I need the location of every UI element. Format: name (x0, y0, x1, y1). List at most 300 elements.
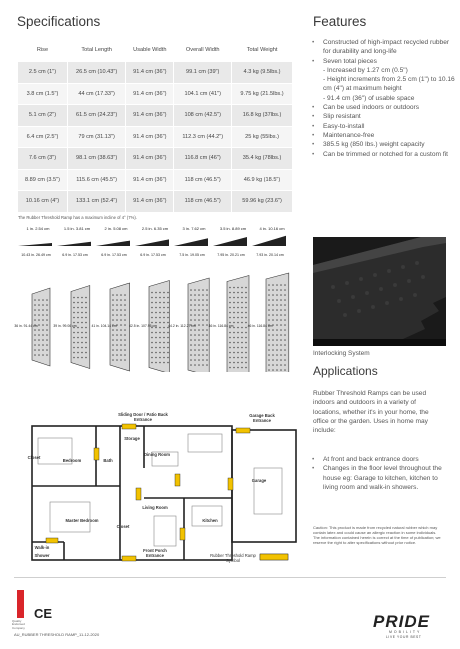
texture-dot (241, 362, 243, 364)
logo-subtitle: MOBILITY (389, 630, 422, 634)
label-living-room: Living Room (142, 505, 168, 510)
feature-item: • Seven total pieces (311, 57, 456, 66)
texture-dot (159, 327, 161, 329)
texture-dot (272, 294, 274, 296)
texture-dot (198, 314, 200, 316)
texture-dot (34, 339, 36, 341)
texture-dot (237, 357, 239, 359)
texture-dot (280, 354, 282, 356)
texture-dot (206, 359, 208, 361)
texture-dot (280, 304, 282, 306)
texture-dot (116, 314, 118, 316)
texture-dot (190, 359, 192, 361)
floor-plan (24, 408, 304, 568)
texture-dot (77, 357, 79, 359)
texture-dot (194, 319, 196, 321)
texture-dot (85, 297, 87, 299)
texture-dot (159, 317, 161, 319)
column-header: Usable Width (126, 39, 174, 62)
texture-dot (241, 312, 243, 314)
texture-dot (155, 307, 157, 309)
rise-label: 3 in. 7.62 cm (182, 226, 206, 231)
texture-dot (233, 307, 235, 309)
texture-dot (155, 362, 157, 364)
texture-dot (120, 294, 122, 296)
texture-dot (276, 339, 278, 341)
table-cell: 91.4 cm (36") (126, 83, 174, 105)
table-cell: 112.3 cm (44.2") (174, 126, 232, 148)
texture-dot (233, 357, 235, 359)
texture-dot (268, 334, 270, 336)
texture-dot (245, 317, 247, 319)
texture-dot (280, 334, 282, 336)
texture-dot (151, 292, 153, 294)
texture-dot (276, 329, 278, 331)
texture-dot (241, 292, 243, 294)
texture-dot (124, 314, 126, 316)
texture-dot (198, 329, 200, 331)
texture-dot (77, 322, 79, 324)
texture-dot (272, 359, 274, 361)
texture-dot (233, 352, 235, 354)
texture-dot (202, 294, 204, 296)
texture-dot (77, 297, 79, 299)
width-label: 36 in. 91.44 cm (14, 324, 38, 328)
rise-label: 1 in. 2.54 cm (26, 226, 50, 231)
texture-dot (241, 347, 243, 349)
texture-dot (190, 314, 192, 316)
texture-dot (116, 339, 118, 341)
document-reference: AU_RUBBER THRESHOLD RAMP_11-12-2020 (14, 632, 100, 637)
texture-dot (77, 307, 79, 309)
texture-dot (151, 302, 153, 304)
rise-label: 2 in. 5.08 cm (104, 226, 128, 231)
texture-dot (38, 304, 40, 306)
texture-dot (155, 297, 157, 299)
texture-dot (151, 297, 153, 299)
texture-dot (268, 289, 270, 291)
texture-dot (77, 347, 79, 349)
texture-dot (151, 352, 153, 354)
table-row (18, 148, 292, 170)
length-label: 10.43 in. 26.49 cm (21, 253, 51, 257)
texture-dot (272, 289, 274, 291)
texture-dot (206, 334, 208, 336)
texture-dot (159, 352, 161, 354)
texture-dot (276, 319, 278, 321)
texture-dot (38, 329, 40, 331)
texture-dot (85, 312, 87, 314)
texture-dot (229, 302, 231, 304)
texture-dot (284, 349, 286, 351)
texture-dot (202, 334, 204, 336)
texture-dot (46, 299, 48, 301)
texture-dot (233, 317, 235, 319)
texture-dot (198, 324, 200, 326)
table-cell: 91.4 cm (36") (126, 62, 174, 84)
texture-dot (73, 317, 75, 319)
texture-dot (276, 299, 278, 301)
table-cell: 116.8 cm (46") (174, 148, 232, 170)
texture-dot (112, 309, 114, 311)
length-label: 6.9 in. 17.53 cm (140, 253, 166, 257)
texture-dot (116, 349, 118, 351)
texture-dot (116, 344, 118, 346)
texture-dot (159, 362, 161, 364)
texture-dot (280, 289, 282, 291)
texture-dot (42, 339, 44, 341)
texture-dot (272, 369, 274, 371)
texture-dot (85, 347, 87, 349)
texture-dot (85, 337, 87, 339)
texture-dot (198, 354, 200, 356)
texture-dot (280, 294, 282, 296)
texture-dot (268, 319, 270, 321)
texture-dot (284, 334, 286, 336)
texture-dot (284, 344, 286, 346)
texture-dot (206, 304, 208, 306)
texture-dot (190, 289, 192, 291)
texture-dot (34, 344, 36, 346)
texture-dot (34, 314, 36, 316)
texture-dot (233, 322, 235, 324)
texture-dot (163, 327, 165, 329)
application-item: • Changes in the floor level throughout the house eg: Garage to kitchen, kitchen to living room and walk-in showers. (311, 464, 451, 492)
texture-dot (120, 354, 122, 356)
texture-dot (233, 337, 235, 339)
texture-dot (46, 339, 48, 341)
texture-dot (159, 342, 161, 344)
texture-dot (38, 324, 40, 326)
texture-dot (38, 354, 40, 356)
texture-dot (198, 309, 200, 311)
texture-dot (272, 329, 274, 331)
texture-dot (206, 324, 208, 326)
texture-dot (284, 309, 286, 311)
texture-dot (245, 292, 247, 294)
texture-dot (190, 304, 192, 306)
texture-dot (194, 349, 196, 351)
texture-dot (120, 309, 122, 311)
specifications-title: Specifications (17, 14, 101, 29)
pride-logo: PRIDE (373, 612, 430, 631)
texture-dot (233, 292, 235, 294)
width-label: 44.2 in. 112.27 cm (168, 324, 196, 328)
texture-dot (280, 339, 282, 341)
length-label: 7.93 in. 20.14 cm (256, 253, 284, 257)
texture-dot (46, 314, 48, 316)
texture-dot (112, 319, 114, 321)
texture-dot (268, 284, 270, 286)
table-cell: 8.89 cm (3.5") (18, 169, 67, 191)
texture-dot (46, 304, 48, 306)
texture-dot (151, 347, 153, 349)
texture-dot (280, 344, 282, 346)
texture-dot (163, 362, 165, 364)
application-item: • At front and back entrance doors (311, 455, 451, 464)
texture-dot (73, 342, 75, 344)
texture-dot (276, 309, 278, 311)
texture-dot (229, 357, 231, 359)
texture-dot (124, 294, 126, 296)
texture-dot (280, 299, 282, 301)
texture-dot (190, 339, 192, 341)
texture-dot (237, 307, 239, 309)
texture-dot (85, 302, 87, 304)
texture-dot (77, 302, 79, 304)
column-header: Rise (18, 39, 67, 62)
texture-dot (112, 349, 114, 351)
texture-dot (42, 304, 44, 306)
texture-dot (198, 319, 200, 321)
texture-dot (198, 334, 200, 336)
texture-dot (202, 359, 204, 361)
texture-dot (81, 312, 83, 314)
table-cell: 2.5 cm (1") (18, 62, 67, 84)
texture-dot (120, 349, 122, 351)
texture-dot (276, 284, 278, 286)
quality-badge-icon (17, 590, 24, 618)
column-header: Total Weight (232, 39, 292, 62)
texture-dot (77, 317, 79, 319)
texture-dot (163, 322, 165, 324)
texture-dot (112, 339, 114, 341)
applications-intro: Rubber Threshold Ramps can be used indoors and outdoors in a variety of locations, whether it's in your home, the office or the garden. Uses in home may include: (313, 390, 429, 435)
width-label: 46 in. 116.84 cm (247, 324, 273, 328)
specifications-table (18, 39, 292, 212)
texture-dot (233, 367, 235, 369)
table-row (18, 105, 292, 127)
applications-title: Applications (313, 364, 378, 378)
texture-dot (284, 289, 286, 291)
texture-dot (268, 309, 270, 311)
texture-dot (229, 317, 231, 319)
texture-dot (194, 304, 196, 306)
texture-dot (245, 327, 247, 329)
texture-dot (124, 349, 126, 351)
texture-dot (167, 362, 169, 364)
texture-dot (272, 364, 274, 366)
texture-dot (190, 364, 192, 366)
texture-dot (159, 332, 161, 334)
texture-dot (85, 317, 87, 319)
texture-dot (198, 294, 200, 296)
texture-dot (167, 297, 169, 299)
texture-dot (202, 289, 204, 291)
texture-dot (280, 369, 282, 371)
texture-dot (241, 322, 243, 324)
feature-item: • Can be used indoors or outdoors (311, 103, 456, 112)
texture-dot (198, 364, 200, 366)
features-list (311, 38, 456, 159)
texture-dot (116, 329, 118, 331)
table-cell: 79 cm (31.13") (67, 126, 125, 148)
table-cell: 7.6 cm (3") (18, 148, 67, 170)
table-header-row (18, 39, 292, 62)
texture-dot (280, 359, 282, 361)
table-cell: 104.1 cm (41") (174, 83, 232, 105)
texture-dot (42, 324, 44, 326)
texture-dot (112, 314, 114, 316)
texture-dot (46, 329, 48, 331)
footer-divider (14, 577, 446, 578)
ramp-piece (266, 273, 289, 372)
texture-dot (241, 367, 243, 369)
texture-dot (268, 314, 270, 316)
texture-dot (159, 312, 161, 314)
column-header: Total Length (67, 39, 125, 62)
texture-dot (237, 337, 239, 339)
feature-subitem: - 91.4 cm (36") of usable space (323, 94, 415, 102)
texture-dot (155, 332, 157, 334)
texture-dot (73, 307, 75, 309)
texture-dot (163, 292, 165, 294)
texture-dot (229, 362, 231, 364)
texture-dot (163, 332, 165, 334)
texture-dot (38, 319, 40, 321)
texture-dot (81, 297, 83, 299)
ramp-profile (96, 241, 130, 246)
texture-dot (81, 342, 83, 344)
texture-dot (284, 369, 286, 371)
texture-dot (81, 352, 83, 354)
texture-dot (198, 299, 200, 301)
texture-dot (276, 314, 278, 316)
texture-dot (151, 357, 153, 359)
table-row (18, 83, 292, 105)
texture-dot (272, 324, 274, 326)
texture-dot (229, 307, 231, 309)
label-front-porch: Front Porch Entrance (143, 548, 167, 558)
texture-dot (198, 289, 200, 291)
texture-dot (202, 349, 204, 351)
texture-dot (81, 322, 83, 324)
texture-dot (198, 344, 200, 346)
texture-dot (245, 312, 247, 314)
texture-dot (194, 299, 196, 301)
texture-dot (237, 292, 239, 294)
texture-dot (272, 314, 274, 316)
label-kitchen: Kitchen (202, 518, 218, 523)
texture-dot (151, 337, 153, 339)
texture-dot (42, 309, 44, 311)
ramp-photo-illustration (313, 237, 446, 346)
width-label: 46 in. 116.84 cm (208, 324, 234, 328)
texture-dot (155, 347, 157, 349)
texture-dot (112, 344, 114, 346)
texture-dot (34, 349, 36, 351)
texture-dot (241, 287, 243, 289)
texture-dot (268, 369, 270, 371)
texture-dot (233, 297, 235, 299)
texture-dot (245, 287, 247, 289)
width-label: 42.5 in. 107.95 cm (129, 324, 157, 328)
texture-dot (159, 307, 161, 309)
texture-dot (159, 337, 161, 339)
texture-dot (241, 337, 243, 339)
ce-mark: CE (34, 606, 53, 621)
texture-dot (155, 357, 157, 359)
texture-dot (163, 302, 165, 304)
texture-dot (268, 364, 270, 366)
texture-dot (245, 367, 247, 369)
texture-dot (38, 339, 40, 341)
texture-dot (284, 299, 286, 301)
table-cell: 99.1 cm (39") (174, 62, 232, 84)
texture-dot (159, 347, 161, 349)
table-cell: 91.4 cm (36") (126, 148, 174, 170)
texture-dot (73, 347, 75, 349)
texture-dot (34, 304, 36, 306)
texture-dot (229, 297, 231, 299)
texture-dot (268, 304, 270, 306)
texture-dot (42, 349, 44, 351)
texture-dot (268, 344, 270, 346)
texture-dot (206, 299, 208, 301)
texture-dot (38, 334, 40, 336)
table-row (18, 169, 292, 191)
texture-dot (206, 319, 208, 321)
texture-dot (81, 347, 83, 349)
label-bath: Bath (103, 458, 113, 463)
texture-dot (229, 287, 231, 289)
texture-dot (194, 289, 196, 291)
ramp-symbol-legend (260, 554, 288, 560)
texture-dot (159, 297, 161, 299)
feature-item: • 385.5 kg (850 lbs.) weight capacity (311, 140, 456, 149)
texture-dot (233, 312, 235, 314)
texture-dot (46, 309, 48, 311)
length-label: 6.9 in. 17.53 cm (62, 253, 88, 257)
texture-dot (116, 319, 118, 321)
texture-dot (194, 364, 196, 366)
texture-dot (190, 334, 192, 336)
texture-dot (124, 339, 126, 341)
texture-dot (194, 354, 196, 356)
texture-dot (241, 307, 243, 309)
table-row (18, 62, 292, 84)
texture-dot (272, 344, 274, 346)
texture-dot (120, 304, 122, 306)
texture-dot (120, 299, 122, 301)
texture-dot (237, 352, 239, 354)
texture-dot (81, 317, 83, 319)
label-bedroom: Bedroom (62, 458, 82, 463)
label-master-bedroom: Master Bedroom (65, 518, 99, 523)
label-dining: Dining Room (143, 452, 171, 457)
texture-dot (77, 342, 79, 344)
texture-dot (112, 294, 114, 296)
texture-dot (229, 332, 231, 334)
texture-dot (245, 352, 247, 354)
texture-dot (202, 344, 204, 346)
texture-dot (73, 297, 75, 299)
texture-dot (284, 304, 286, 306)
texture-dot (202, 324, 204, 326)
texture-dot (85, 307, 87, 309)
rise-label: 2.5 in. 6.35 cm (141, 226, 169, 231)
texture-dot (73, 302, 75, 304)
texture-dot (229, 337, 231, 339)
texture-dot (233, 327, 235, 329)
texture-dot (206, 364, 208, 366)
texture-dot (77, 337, 79, 339)
texture-dot (241, 332, 243, 334)
texture-dot (202, 354, 204, 356)
table-cell: 133.1 cm (52.4") (67, 191, 125, 212)
texture-dot (120, 314, 122, 316)
texture-dot (280, 284, 282, 286)
